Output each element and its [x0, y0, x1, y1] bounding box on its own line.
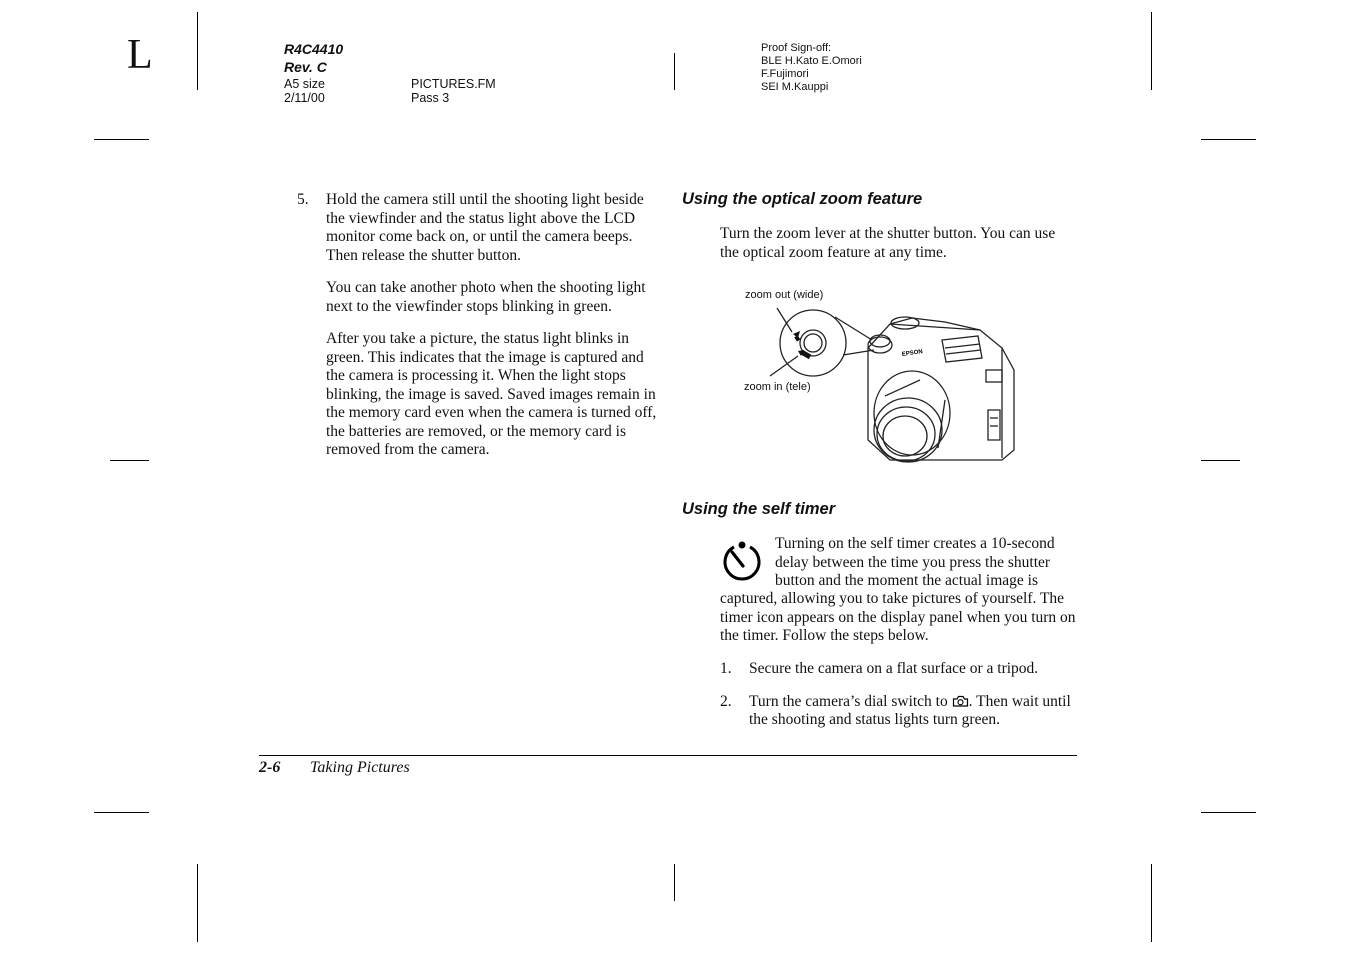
crop-mark	[674, 864, 675, 901]
timer-intro-line: delay between the time you press the shutter	[775, 553, 1051, 571]
proof-line: F.Fujimori	[761, 68, 809, 80]
camera-brand: EPSON	[901, 349, 924, 358]
step-number: 2.	[720, 692, 732, 710]
crop-mark	[197, 864, 198, 942]
crop-mark	[110, 460, 149, 461]
crop-mark	[1201, 460, 1240, 461]
step-text: Secure the camera on a flat surface or a tripod.	[749, 660, 1039, 677]
proof-signoff	[761, 42, 862, 94]
crop-mark	[94, 139, 149, 140]
step-text	[749, 693, 1080, 730]
crop-mark	[1151, 12, 1152, 90]
paragraph: You can take another photo when the shooting light next to the viewfinder stops blinking in green.	[326, 279, 646, 315]
doc-code: R4C4410	[284, 41, 344, 57]
pass: Pass 3	[411, 91, 450, 105]
step-text: Hold the camera still until the shooting light beside the viewfinder and the status light above the LCD monitor come back on, or until the camera beeps. Then release the shutter button.	[326, 191, 644, 264]
crop-mark	[1201, 139, 1256, 140]
step-5	[297, 191, 657, 265]
crop-mark	[674, 53, 675, 90]
zoom-paragraph: Turn the zoom lever at the shutter button. You can use the optical zoom feature at any time.	[720, 225, 1056, 261]
left-column	[297, 191, 657, 460]
proof-line: SEI M.Kauppi	[761, 81, 829, 93]
step-text-part: . Then wait until the shooting and status lights turn green.	[749, 692, 1071, 728]
camera-zoom-illustration	[740, 300, 1030, 470]
step-2	[720, 693, 1080, 730]
timer-intro-line: button and the moment the actual image is	[775, 572, 1039, 589]
label-zoom-in: zoom in (tele)	[744, 381, 811, 393]
step-number: 5.	[297, 191, 309, 208]
timer-intro-line: Turning on the self timer creates a 10-second	[775, 535, 1055, 552]
file-name: PICTURES.FM	[411, 77, 496, 91]
paragraph: After you take a picture, the status light blinks in green. This indicates that the image is captured and the camera is processing it. When the light stops blinking, the image is saved. Saved images remain in the memory card even when the camera is turned off, the batteries are removed, or the memory card is removed from the camera.	[326, 330, 657, 458]
timer-intro-first-lines	[775, 535, 1080, 591]
crop-mark	[197, 12, 198, 90]
label-zoom-out: zoom out (wide)	[745, 289, 824, 301]
timer-intro-rest: captured, allowing you to take pictures of yourself. The timer icon appears on the display panel when you turn on the timer. Follow the steps below.	[720, 590, 1076, 644]
page-number: 2-6	[259, 759, 281, 776]
section-heading-zoom: Using the optical zoom feature	[682, 190, 923, 208]
chapter-title: Taking Pictures	[310, 759, 410, 776]
step-number: 1.	[720, 660, 732, 677]
section-heading-timer: Using the self timer	[682, 500, 836, 518]
crop-mark	[1201, 812, 1256, 813]
step-text-part: Turn the camera’s dial switch to	[749, 692, 952, 710]
side-letter: L	[127, 32, 153, 78]
proof-line: BLE H.Kato E.Omori	[761, 55, 862, 67]
date: 2/11/00	[284, 91, 325, 105]
step-1	[720, 660, 1080, 679]
page-size: A5 size	[284, 77, 325, 91]
crop-mark	[1151, 864, 1152, 942]
footer-rule	[259, 755, 1077, 756]
crop-mark	[94, 812, 149, 813]
proof-title: Proof Sign-off:	[761, 42, 832, 54]
self-timer-icon	[720, 540, 764, 584]
revision: Rev. C	[284, 59, 327, 75]
timer-steps	[720, 660, 1080, 730]
camera-mode-icon	[952, 695, 969, 707]
